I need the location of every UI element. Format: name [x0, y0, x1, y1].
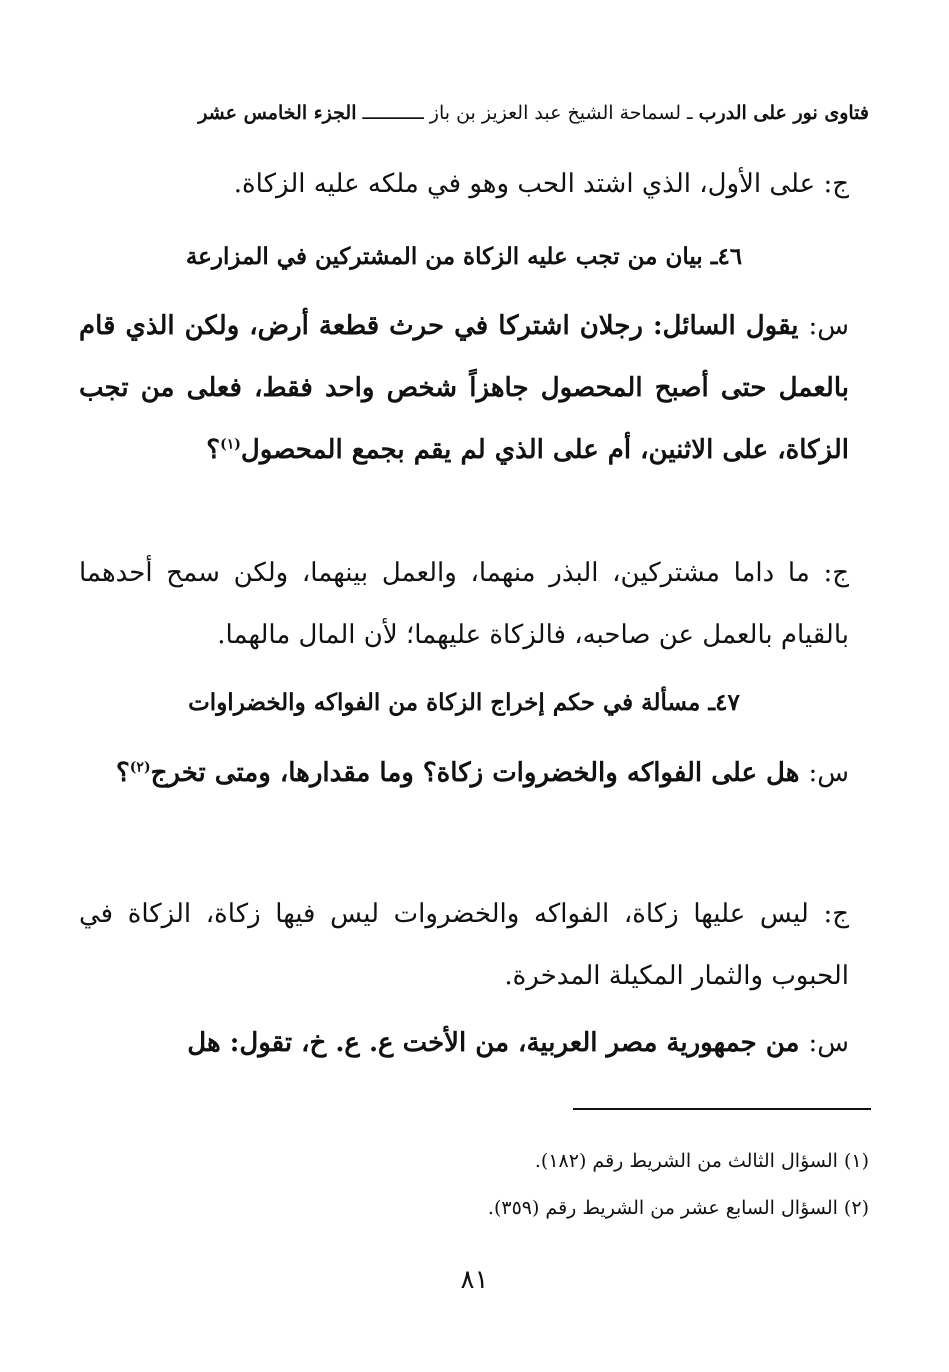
question-prefix: س:: [808, 758, 849, 788]
volume-label: الجزء الخامس عشر: [198, 102, 357, 124]
question-prefix: س:: [808, 311, 849, 341]
answer-paragraph-47: [79, 883, 849, 1007]
answer-text: ليس عليها زكاة، الفواكه والخضروات ليس فيها زكاة، الزكاة في الحبوب والثمار المكيلة المدخرة.: [79, 899, 849, 991]
footnote-2: (٢) السؤال السابع عشر من الشريط رقم (٣٥٩).: [487, 1197, 869, 1219]
answer-prefix: ج:: [823, 558, 849, 588]
footnote-divider: [573, 1108, 871, 1110]
answer-text: ما داما مشتركين، البذر منهما، والعمل بينهما، ولكن سمح أحدهما بالقيام بالعمل عن صاحبه، فالزكاة عليهما؛ لأن المال مالهما.: [79, 558, 849, 650]
question-text: من جمهورية مصر العربية، من الأخت ع. ع. خ، تقول: هل: [187, 1028, 809, 1058]
answer-paragraph-continued: [79, 153, 849, 215]
footnote-1: (١) السؤال الثالث من الشريط رقم (١٨٢).: [534, 1150, 869, 1172]
question-text: يقول السائل: رجلان اشتركا في حرث قطعة أرض، ولكن الذي قام بالعمل حتى أصبح المحصول جاهزاً شخص واحد فقط، فعلى من تجب الزكاة، على الاثنين، أم على الذي لم يقم بجمع المحصول: [79, 311, 849, 465]
question-end-mark: ؟: [115, 758, 130, 788]
running-header: [77, 95, 869, 131]
footnote-marker: (٢): [129, 759, 151, 776]
footnote-marker: (١): [220, 436, 241, 453]
section-heading-47: ٤٧ـ مسألة في حكم إخراج الزكاة من الفواكه والخضراوات: [188, 689, 740, 716]
section-heading-46: ٤٦ـ بيان من تجب عليه الزكاة من المشتركين في المزارعة: [185, 243, 743, 270]
question-text: هل على الفواكه والخضروات زكاة؟ وما مقدارها، ومتى تخرج: [150, 758, 809, 788]
author-line: ـ لسماحة الشيخ عبد العزيز بن باز ـــــــــــ: [362, 102, 693, 124]
question-paragraph-47: [79, 742, 849, 804]
answer-prefix: ج:: [823, 169, 849, 199]
book-title: فتاوى نور على الدرب: [698, 102, 869, 124]
question-end-mark: ؟: [206, 435, 221, 465]
question-paragraph-next: [79, 1012, 849, 1074]
question-paragraph-46: [79, 295, 849, 481]
page-number: ٨١: [460, 1265, 489, 1295]
answer-text: على الأول، الذي اشتد الحب وهو في ملكه عليه الزكاة.: [233, 169, 824, 199]
question-prefix: س:: [808, 1028, 849, 1058]
answer-paragraph-46: [79, 542, 849, 666]
answer-prefix: ج:: [823, 899, 849, 929]
